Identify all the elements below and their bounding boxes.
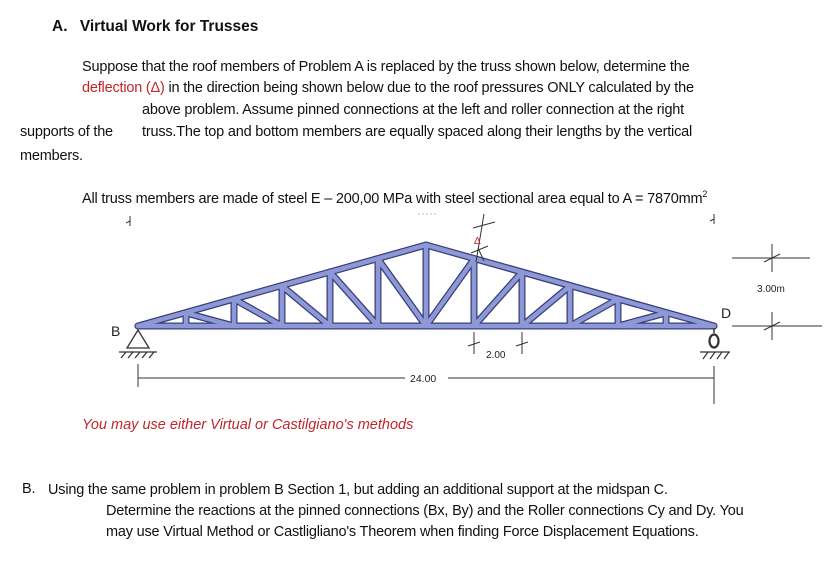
roller-support-d (700, 328, 730, 359)
paragraph-line-1: Suppose that the roof members of Problem A is replaced by the truss shown below, determine the (82, 59, 690, 75)
section-b-line-2: Determine the reactions at the pinned connections (Bx, By) and the Roller connections Cy and Dy. You (106, 503, 744, 519)
top-marks (126, 214, 714, 226)
section-b-label: B. (22, 481, 36, 497)
material-properties-text: All truss members are made of steel E – 200,00 MPa with steel sectional area equal to A = 7870mm (82, 190, 703, 207)
section-b-line-3: may use Virtual Method or Castligliano's Theorem when finding Force Displacement Equations. (106, 524, 699, 540)
area-unit-superscript: 2 (702, 189, 708, 199)
truss-members (138, 245, 714, 326)
section-a-label: A. (52, 18, 68, 35)
paragraph-line-3: above problem. Assume pinned connections at the left and roller connection at the right (142, 102, 685, 118)
paragraph-line-4-right: truss.The top and bottom members are equally spaced along their lengths by the vertical (142, 124, 693, 140)
node-b-label: B (111, 323, 121, 339)
height-dimension-label: 3.00m (757, 284, 785, 295)
delta-label: Δ (474, 236, 481, 247)
methods-note: You may use either Virtual or Castilgiano's methods (82, 417, 414, 433)
paragraph-line-4-left: supports of the (20, 124, 113, 140)
deflection-highlight: deflection (Δ) (82, 80, 165, 96)
paragraph-line-2-rest: in the direction being shown below due to the roof pressures ONLY calculated by the (164, 80, 694, 96)
section-b-line-1: Using the same problem in problem B Section 1, but adding an additional support at the midspan C. (48, 482, 668, 498)
span-dimension-label: 24.00 (410, 373, 437, 385)
section-a-title: Virtual Work for Trusses (79, 18, 259, 35)
pin-support-b (119, 330, 157, 358)
paragraph-line-5: members. (20, 148, 83, 164)
node-d-label: D (721, 305, 732, 321)
panel-dimension-label: 2.00 (486, 350, 506, 361)
